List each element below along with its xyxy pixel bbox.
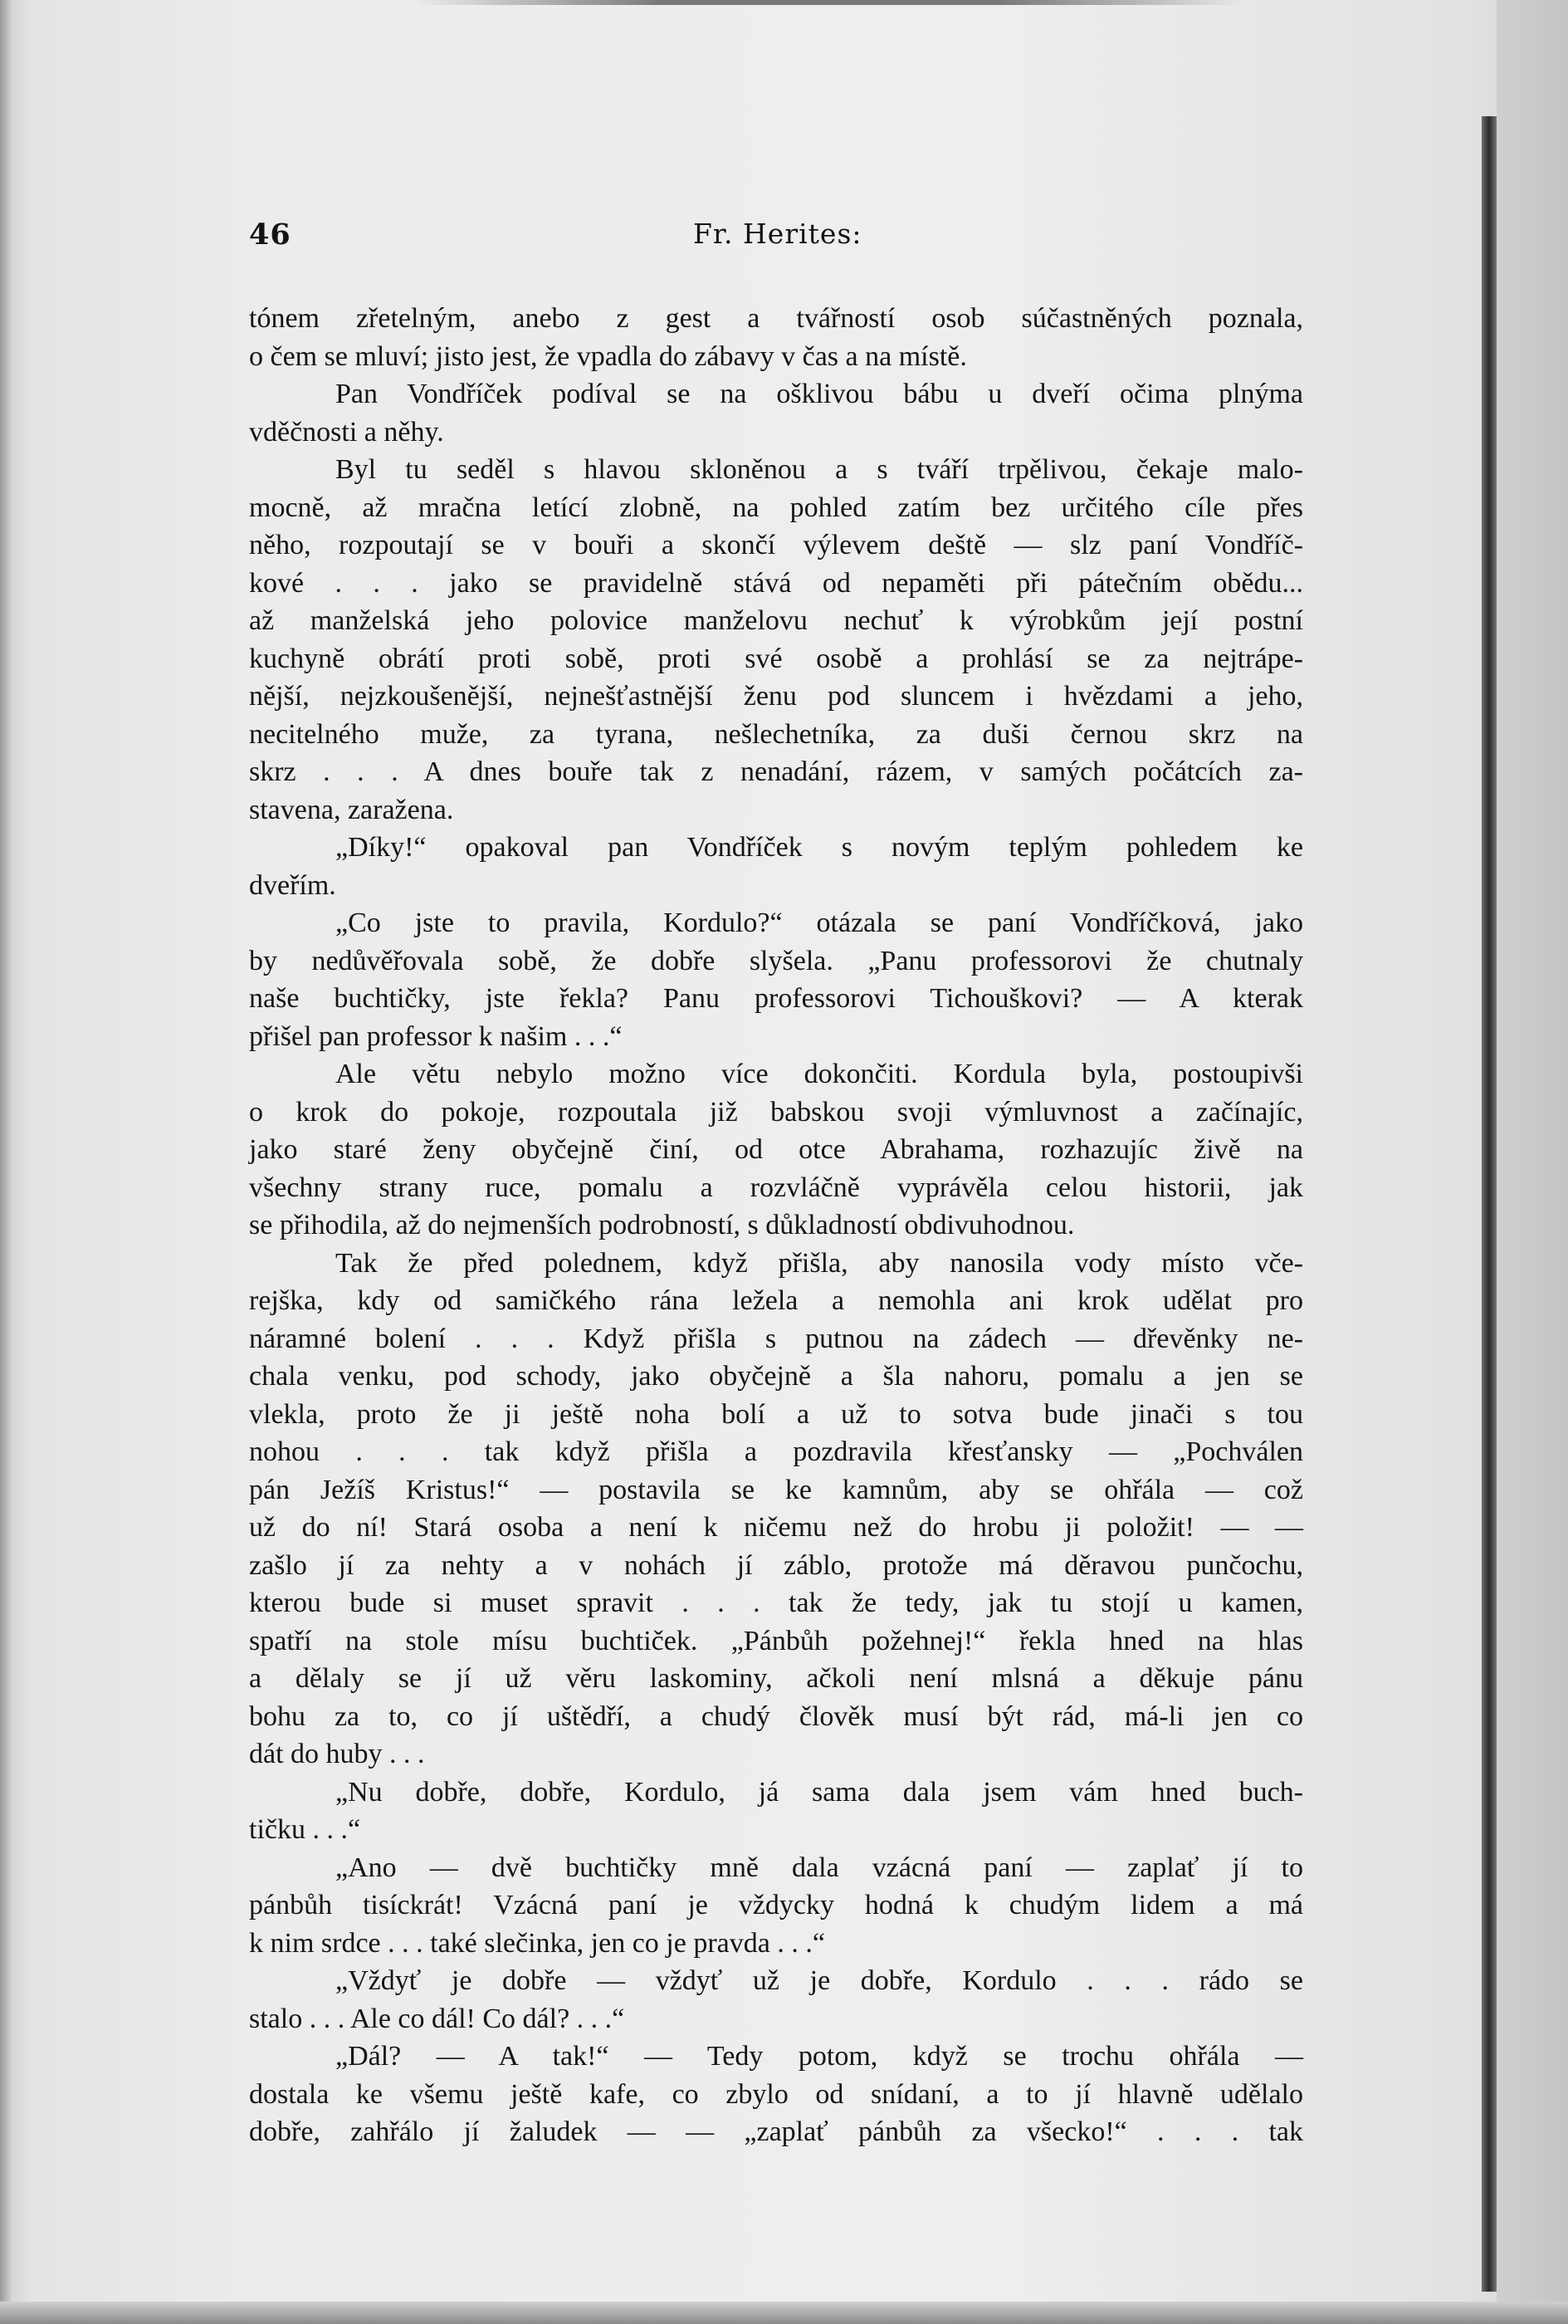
text-line: nohou . . . tak když přišla a pozdravila křesťansky — „Pochválen: [249, 1436, 1303, 1467]
text-line: pánbůh tisíckrát! Vzácná paní je vždycky hodná k chudým lidem a má: [249, 1890, 1303, 1920]
page-top-shadow: [415, 0, 1245, 5]
text-line: kové . . . jako se pravidelně stává od nepaměti při pátečním obědu...: [249, 567, 1303, 599]
text-line: zašlo jí za nehty a v nohách jí záblo, protože má děravou punčochu,: [249, 1549, 1303, 1581]
text-line: stavena, zaražena.: [249, 794, 454, 825]
text-line: kterou bude si muset spravit . . . tak že tedy, jak tu stojí u kamen,: [249, 1588, 1303, 1618]
text-line: naše buchtičky, jste řekla? Panu professorovi Tichouškovi? — A kterak: [249, 983, 1303, 1014]
text-line: kuchyně obrátí proti sobě, proti své osobě a prohlásí se za nejtrápe-: [249, 643, 1303, 674]
text-line: pán Ježíš Kristus!“ — postavila se ke kamnům, aby se ohřála — což: [249, 1474, 1303, 1505]
body-text: [249, 300, 1303, 2151]
page-left-shadow: [0, 0, 12, 2324]
text-line: „Ano — dvě buchtičky mně dala vzácná paní — zaplať jí to: [335, 1852, 1303, 1883]
text-line: mocně, až mračna letící zlobně, na pohled zatím bez určitého cíle přes: [249, 492, 1303, 523]
text-line: dveřím.: [249, 869, 336, 901]
text-line: vlekla, proto že ji ještě noha bolí a už to sotva bude jinači s tou: [249, 1398, 1303, 1430]
text-line: náramné bolení . . . Když přišla s putnou na zádech — dřevěnky ne-: [249, 1323, 1303, 1354]
text-line: o čem se mluví; jisto jest, že vpadla do zábavy v čas a na místě.: [249, 340, 967, 372]
running-head: Fr. Herites:: [693, 218, 862, 250]
page-right-margin: [1497, 0, 1568, 2324]
text-line: tónem zřetelným, anebo z gest a tvářností osob súčastněných poznala,: [249, 303, 1303, 334]
text-line: dostala ke všemu ještě kafe, co zbylo od snídaní, a to jí hlavně udělalo: [249, 2078, 1303, 2110]
text-line: rejška, kdy od samičkého rána ležela a nemohla ani krok udělat pro: [249, 1285, 1303, 1316]
text-line: Tak že před polednem, když přišla, aby nanosila vody místo vče-: [335, 1247, 1303, 1279]
text-line: bohu za to, co jí uštědří, a chudý člověk musí být rád, má-li jen co: [249, 1700, 1303, 1732]
text-line: „Nu dobře, dobře, Kordulo, já sama dala jsem vám hned buch-: [335, 1776, 1303, 1808]
text-line: necitelného muže, za tyrana, nešlechetníka, za duši černou skrz na: [249, 718, 1303, 750]
text-line: dát do huby . . .: [249, 1739, 425, 1769]
text-line: by nedůvěřovala sobě, že dobře slyšela. „Panu professorovi že chutnaly: [249, 945, 1303, 976]
text-line: „Co jste to pravila, Kordulo?“ otázala se paní Vondříčková, jako: [335, 908, 1303, 938]
text-line: přišel pan professor k našim . . .“: [249, 1020, 623, 1052]
text-line: Byl tu seděl s hlavou skloněnou a s tváří trpělivou, čekaje malo-: [335, 454, 1303, 485]
text-line: se přihodila, až do nejmenších podrobností, s důkladností obdivuhodnou.: [249, 1210, 1075, 1240]
text-line: už do ní! Stará osoba a není k ničemu než do hrobu ji položit! — —: [249, 1512, 1303, 1543]
text-line: spatří na stole mísu buchtiček. „Pánbůh požehnej!“ řekla hned na hlas: [249, 1625, 1303, 1656]
page-bottom-shadow: [0, 2302, 1568, 2324]
text-line: stalo . . . Ale co dál! Co dál? . . .“: [249, 2003, 625, 2034]
text-line: a dělaly se jí už věru laskominy, ačkoli není mlsná a děkuje pánu: [249, 1663, 1303, 1694]
text-line: o krok do pokoje, rozpoutala již babskou svoji výmluvnost a začínajíc,: [249, 1096, 1303, 1128]
text-line: všechny strany ruce, pomalu a rozvláčně vyprávěla celou historii, jak: [249, 1172, 1303, 1203]
text-line: nější, nejzkoušenější, nejnešťastnější ženu pod sluncem i hvězdami a jeho,: [249, 681, 1303, 712]
text-line: k nim srdce . . . také slečinka, jen co je pravda . . .“: [249, 1927, 825, 1959]
text-line: vděčnosti a něhy.: [249, 416, 444, 448]
page-header: [249, 218, 1303, 259]
text-line: dobře, zahřálo jí žaludek — — „zaplať pánbůh za všecko!“ . . . tak: [249, 2116, 1303, 2147]
text-line: až manželská jeho polovice manželovu nechuť k výrobkům její postní: [249, 605, 1303, 636]
text-line: tičku . . .“: [249, 1814, 361, 1845]
text-line: jako staré ženy obyčejně činí, od otce Abrahama, rozhazujíc živě na: [249, 1134, 1303, 1165]
book-spine-edge: [1482, 116, 1497, 2292]
text-line: „Díky!“ opakoval pan Vondříček s novým teplým pohledem ke: [335, 832, 1303, 863]
text-line: Ale větu nebylo možno více dokončiti. Kordula byla, postoupivši: [335, 1059, 1303, 1089]
text-line: skrz . . . A dnes bouře tak z nenadání, rázem, v samých počátcích za-: [249, 756, 1303, 787]
text-line: chala venku, pod schody, jako obyčejně a šla nahoru, pomalu a jen se: [249, 1361, 1303, 1392]
page-number: 46: [249, 218, 291, 252]
text-line: něho, rozpoutají se v bouři a skončí výlevem deště — slz paní Vondříč-: [249, 530, 1303, 560]
text-line: „Dál? — A tak!“ — Tedy potom, když se trochu ohřála —: [335, 2041, 1303, 2072]
text-line: „Vždyť je dobře — vždyť už je dobře, Kordulo . . . rádo se: [335, 1965, 1303, 1996]
text-line: Pan Vondříček podíval se na ošklivou bábu u dveří očima plnýma: [335, 379, 1303, 409]
